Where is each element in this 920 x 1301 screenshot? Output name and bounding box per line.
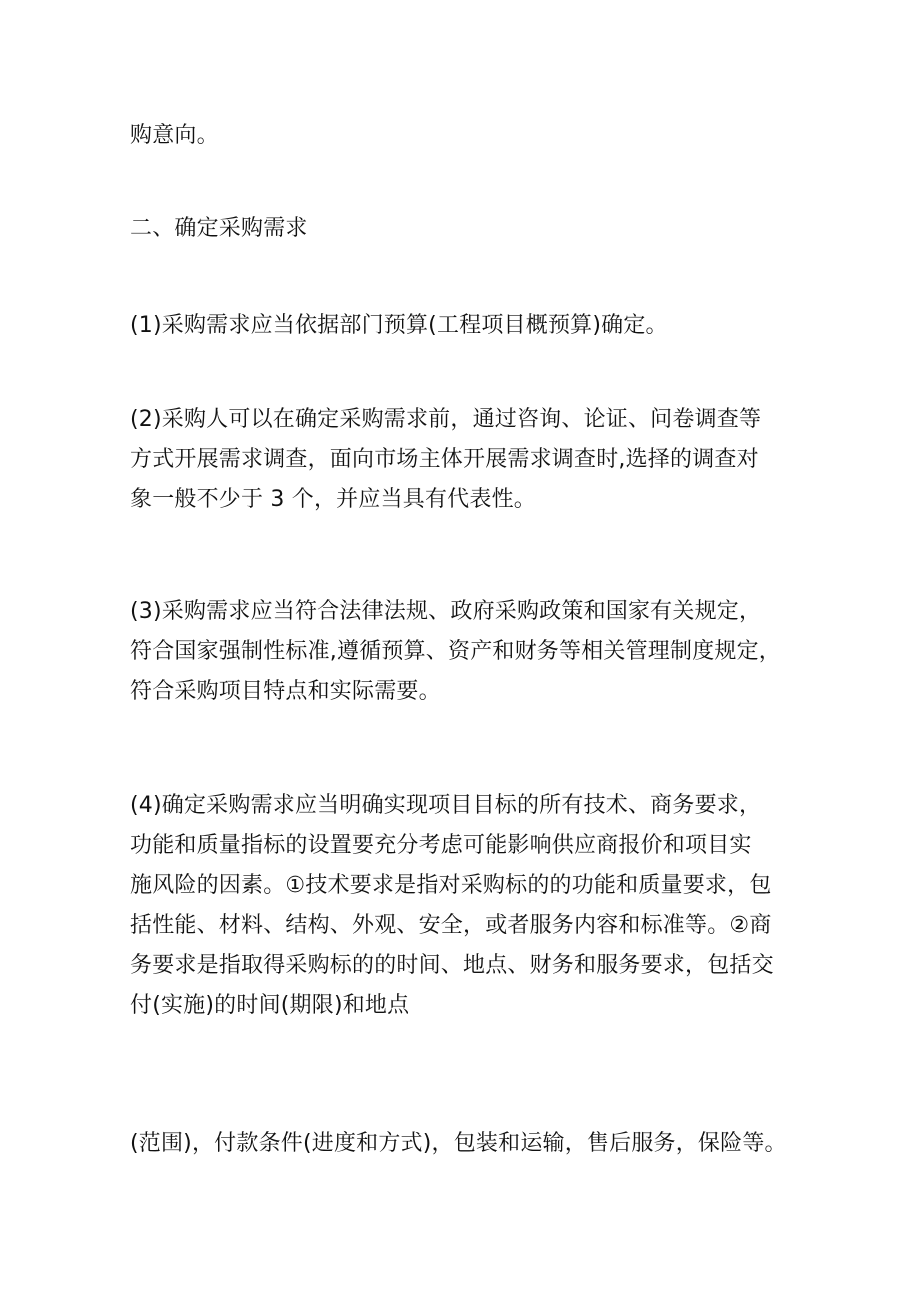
paragraph-item-2: (2)采购人可以在确定采购需求前，通过咨询、论证、问卷调查等 方式开展需求调查，面向市场主体开展需求调查时,选择的调查对 象一般不少于 3 个，并应当具有代表性。	[130, 407, 762, 512]
section-heading: 二、确定采购需求	[130, 216, 308, 241]
paragraph-item-1: (1)采购需求应当依据部门预算(工程项目概预算)确定。	[130, 313, 668, 338]
paragraph-item-4: (4)确定采购需求应当明确实现项目目标的所有技术、商务要求， 功能和质量指标的设置要充分考虑可能影响供应商报价和项目实 施风险的因素。①技术要求是指对采购标的的功能和质量要求，包 括性能、材料、结构、外观、安全，或者服务内容和标准等。②商 务要求是指取得采购标的的时间、地点、财务和服务要求，包括交 付(实施)的时间(期限)和地点	[130, 793, 774, 1018]
paragraph-continuation: 购意向。	[130, 123, 219, 148]
paragraph-item-3: (3)采购需求应当符合法律法规、政府采购政策和国家有关规定， 符合国家强制性标准,遵循预算、资产和财务等相关管理制度规定， 符合采购项目特点和实际需要。	[130, 599, 781, 704]
paragraph-item-4-continuation: (范围)，付款条件(进度和方式)，包装和运输，售后服务，保险等。	[130, 1131, 787, 1156]
